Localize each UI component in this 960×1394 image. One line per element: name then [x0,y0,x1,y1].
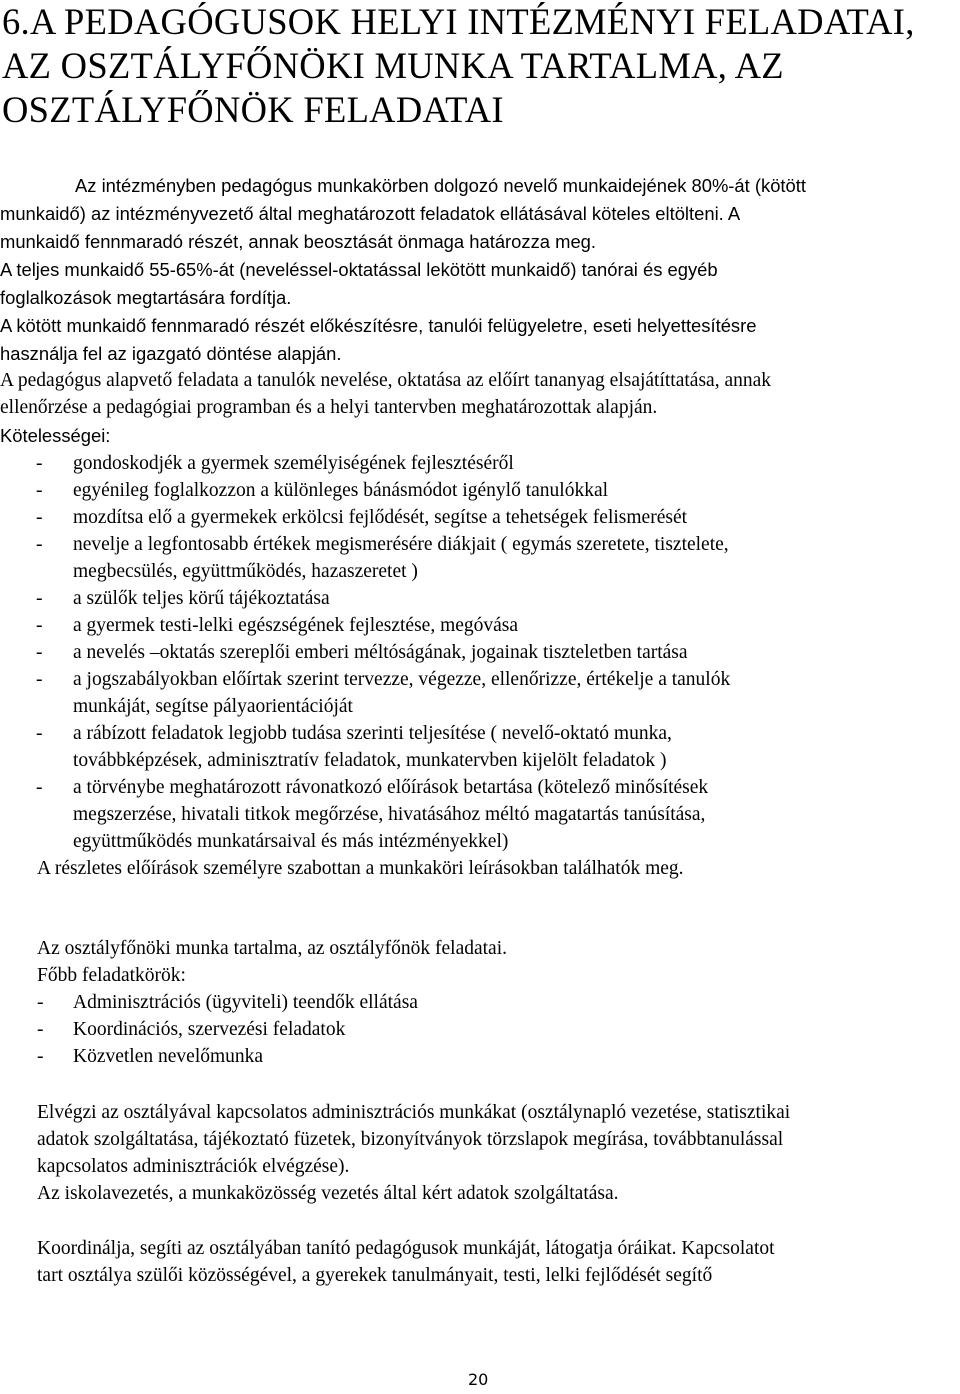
list-bullet: - [36,588,43,609]
list-bullet: - [36,453,43,474]
list-item: a törvénybe meghatározott rávonatkozó előírások betartása (kötelező minősítések [73,777,709,798]
section-title: Az osztályfőnöki munka tartalma, az osztályfőnök feladatai. [37,938,507,959]
list-item: a jogszabályokban előírtak szerint tervezze, végezze, ellenőrizze, értékelje a tanulók [73,669,731,690]
list-item: a gyermek testi-lelki egészségének fejlesztése, megóvása [73,615,519,636]
list-item: gondoskodjék a gyermek személyiségének fejlesztéséről [73,453,514,474]
list-bullet: - [36,534,43,555]
list-item: a rábízott feladatok legjobb tudása szerinti teljesítése ( nevelő-oktató munka, [73,723,672,744]
list-item-continuation: továbbképzések, adminisztratív feladatok, munkatervben kijelölt feladatok ) [73,750,667,771]
paragraph-line: ellenőrzése a pedagógiai programban és a helyi tantervben meghatározottak alapján. [0,397,658,418]
list-bullet: - [36,642,43,663]
duties-closing: A részletes előírások személyre szabottan a munkaköri leírásokban találhatók meg. [37,858,684,879]
paragraph-line: használja fel az igazgató döntése alapján. [0,343,342,364]
list-bullet: - [36,669,43,690]
paragraph-line: kapcsolatos adminisztrációk elvégzése). [37,1156,350,1177]
list-item-continuation: megbecsülés, együttműködés, hazaszeretet ) [73,561,418,582]
paragraph-line: Az iskolavezetés, a munkaközösség vezetés által kért adatok szolgáltatása. [37,1183,619,1204]
list-bullet: - [36,507,43,528]
list-bullet: - [36,480,43,501]
list-item: a nevelés –oktatás szereplői emberi méltóságának, jogainak tiszteletben tartása [73,642,688,663]
heading-line: OSZTÁLYFŐNÖK FELADATAI [2,89,504,130]
list-item-continuation: munkáját, segítse pályaorientációját [73,696,353,717]
paragraph-line: munkaidő) az intézményvezető által meghatározott feladatok ellátásával köteles eltölteni. A [0,203,741,224]
paragraph-line: tart osztálya szülői közösségével, a gyerekek tanulmányait, testi, lelki fejlődését segítő [37,1265,713,1286]
section-subtitle: Főbb feladatkörök: [37,965,186,986]
heading-line: AZ OSZTÁLYFŐNÖKI MUNKA TARTALMA, AZ [2,45,784,86]
paragraph-line: Koordinálja, segíti az osztályában tanító pedagógusok munkáját, látogatja óráikat. Kapcsolatot [37,1238,775,1259]
list-bullet: - [37,1019,44,1040]
list-item: nevelje a legfontosabb értékek megismerésére diákjait ( egymás szeretete, tisztelete, [73,534,729,555]
list-bullet: - [36,615,43,636]
list-bullet: - [37,1046,44,1067]
task-item: Közvetlen nevelőmunka [73,1046,264,1067]
paragraph-line: A kötött munkaidő fennmaradó részét előkészítésre, tanulói felügyeletre, eseti helyettesítésre [0,315,757,336]
page-number: 20 [468,1370,489,1389]
list-item: egyénileg foglalkozzon a különleges bánásmódot igénylő tanulókkal [73,480,609,501]
paragraph-line: Az intézményben pedagógus munkakörben dolgozó nevelő munkaidejének 80%-át (kötött [75,175,806,196]
paragraph-line: A pedagógus alapvető feladata a tanulók nevelése, oktatása az előírt tananyag elsajátíttatása, annak [0,370,772,391]
list-item: a szülők teljes körű tájékoztatása [73,588,330,609]
paragraph-line: munkaidő fennmaradó részét, annak beosztását önmaga határozza meg. [0,231,597,252]
list-bullet: - [36,777,43,798]
duties-label: Kötelességei: [0,425,111,446]
list-bullet: - [36,723,43,744]
list-bullet: - [37,992,44,1013]
paragraph-line: A teljes munkaidő 55-65%-át (neveléssel-oktatással lekötött munkaidő) tanórai és egyéb [0,259,718,280]
paragraph-line: foglalkozások megtartására fordítja. [0,287,292,308]
task-item: Koordinációs, szervezési feladatok [73,1019,346,1040]
chapter-heading [2,0,915,132]
task-item: Adminisztrációs (ügyviteli) teendők ellátása [73,992,418,1013]
paragraph-line: adatok szolgáltatása, tájékoztató füzetek, bizonyítványok törzslapok megírása, továbbtanulással [37,1129,784,1150]
heading-line: 6.A PEDAGÓGUSOK HELYI INTÉZMÉNYI FELADATAI, [2,1,915,42]
list-item: mozdítsa elő a gyermekek erkölcsi fejlődését, segítse a tehetségek felismerését [73,507,688,528]
paragraph-line: Elvégzi az osztályával kapcsolatos adminisztrációs munkákat (osztálynapló vezetése, statisztikai [37,1102,791,1123]
list-item-continuation: együttműködés munkatársaival és más intézményekkel) [73,831,509,852]
list-item-continuation: megszerzése, hivatali titkok megőrzése, hivatásához méltó magatartás tanúsítása, [73,804,706,825]
